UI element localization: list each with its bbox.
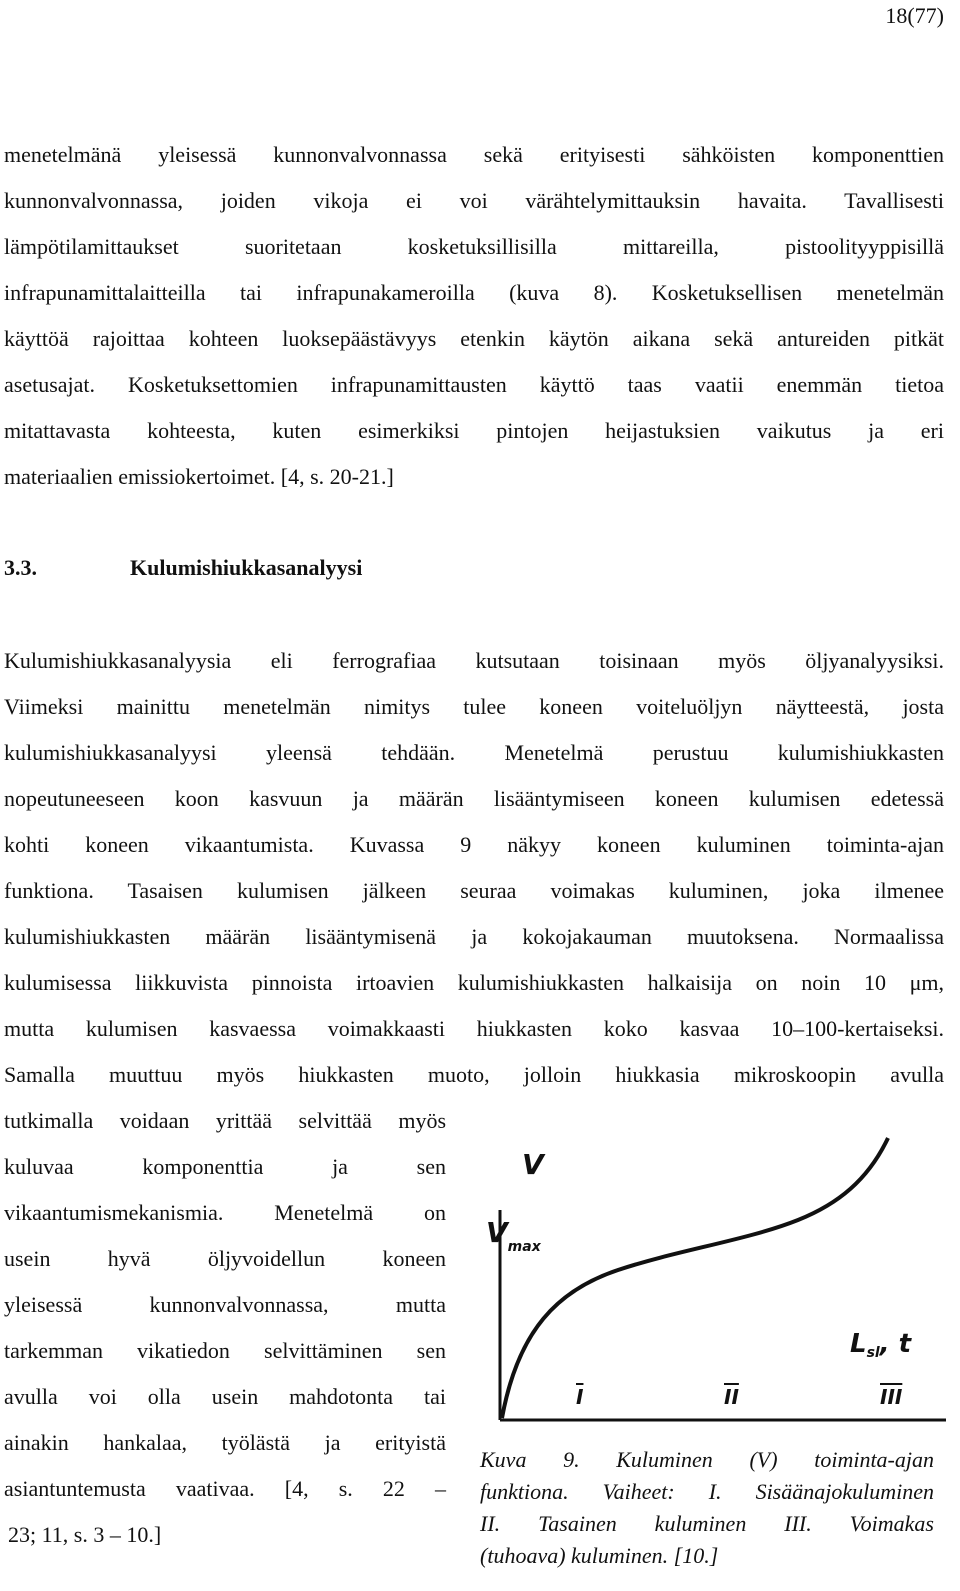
text-line: asiantuntemusta vaativaa. [4, s. 22 – [4, 1476, 446, 1501]
phase-label-i: I [576, 1385, 584, 1409]
text-line: yleisessä kunnonvalvonnassa, mutta [4, 1292, 446, 1317]
text-line: Samalla muuttuu myös hiukkasten muoto, jolloin hiukkasia mikroskoopin avulla [4, 1062, 944, 1087]
wear-curve-figure [478, 1130, 948, 1432]
text-line: kulumisessa liikkuvista pinnoista irtoavien kulumishiukkasten halkaisija on noin 10 μm, [4, 970, 944, 995]
text-line: kulumishiukkasten määrän lisääntymisenä ja kokojakauman muutoksena. Normaalissa [4, 924, 944, 949]
y-axis-label: V [522, 1148, 544, 1181]
caption-line: Kuva 9. Kuluminen (V) toiminta-ajan [480, 1447, 934, 1472]
text-line: menetelmänä yleisessä kunnonvalvonnassa sekä erityisesti sähköisten komponenttien [4, 142, 944, 167]
text-line: lämpötilamittaukset suoritetaan kosketuksillisilla mittareilla, pistoolityyppisillä [4, 234, 944, 259]
x-axis-label-sub: sl [866, 1345, 880, 1361]
text-line: avulla voi olla usein mahdotonta tai [4, 1384, 446, 1409]
caption-line: II. Tasainen kuluminen III. Voimakas [480, 1511, 934, 1536]
vmax-label-sub: max [507, 1239, 541, 1255]
text-line: käyttöä rajoittaa kohteen luoksepäästävyys etenkin käytön aikana sekä antureiden pitkät [4, 326, 944, 351]
text-line: tutkimalla voidaan yrittää selvittää myös [4, 1108, 446, 1133]
caption-line: (tuhoava) kuluminen. [10.] [480, 1543, 719, 1568]
text-line: asetusajat. Kosketuksettomien infrapunamittausten käyttö taas vaatii enemmän tietoa [4, 372, 944, 397]
text-line: mutta kulumisen kasvaessa voimakkaasti hiukkasten koko kasvaa 10–100-kertaiseksi. [4, 1016, 944, 1041]
text-line: vikaantumismekanismia. Menetelmä on [4, 1200, 446, 1225]
wear-curve [502, 1138, 888, 1418]
section-number: 3.3. [4, 555, 37, 580]
text-line: nopeutuneeseen koon kasvuun ja määrän lisääntymiseen koneen kulumisen edetessä [4, 786, 944, 811]
text-line: 23; 11, s. 3 – 10.] [8, 1522, 162, 1547]
phase-label-iii: III [880, 1385, 903, 1409]
phase-label-ii: II [724, 1385, 739, 1409]
page-number: 18(77) [885, 3, 944, 28]
text-line: Viimeksi mainittu menetelmän nimitys tulee koneen voiteluöljyn näytteestä, josta [4, 694, 944, 719]
x-axis-label-tail: , t [879, 1329, 912, 1359]
text-line: ainakin hankalaa, työlästä ja erityistä [4, 1430, 446, 1455]
text-line: kunnonvalvonnassa, joiden vikoja ei voi värähtelymittauksin havaita. Tavallisesti [4, 188, 944, 213]
section-title: Kulumishiukkasanalyysi [130, 555, 363, 580]
text-line: Kulumishiukkasanalyysia eli ferrografiaa kutsutaan toisinaan myös öljyanalyysiksi. [4, 648, 944, 673]
x-axis-label [850, 1329, 913, 1361]
vmax-label [486, 1216, 542, 1255]
text-line: infrapunamittalaitteilla tai infrapunakameroilla (kuva 8). Kosketuksellisen menetelmän [4, 280, 944, 305]
text-line: funktiona. Tasaisen kulumisen jälkeen seuraa voimakas kuluminen, joka ilmenee [4, 878, 944, 903]
vmax-label-main: V [486, 1216, 508, 1249]
text-line: materiaalien emissiokertoimet. [4, s. 20-21.] [4, 464, 394, 489]
text-line: kuluvaa komponenttia ja sen [4, 1154, 446, 1179]
x-axis-label-main: L [850, 1329, 867, 1359]
text-line: mitattavasta kohteesta, kuten esimerkiksi pintojen heijastuksien vaikutus ja eri [4, 418, 944, 443]
text-line: usein hyvä öljyvoidellun koneen [4, 1246, 446, 1271]
caption-line: funktiona. Vaiheet: I. Sisäänajokuluminen [480, 1479, 934, 1504]
text-line: kulumishiukkasanalyysi yleensä tehdään. Menetelmä perustuu kulumishiukkasten [4, 740, 944, 765]
text-line: tarkemman vikatiedon selvittäminen sen [4, 1338, 446, 1363]
text-line: kohti koneen vikaantumista. Kuvassa 9 näkyy koneen kuluminen toiminta-ajan [4, 832, 944, 857]
